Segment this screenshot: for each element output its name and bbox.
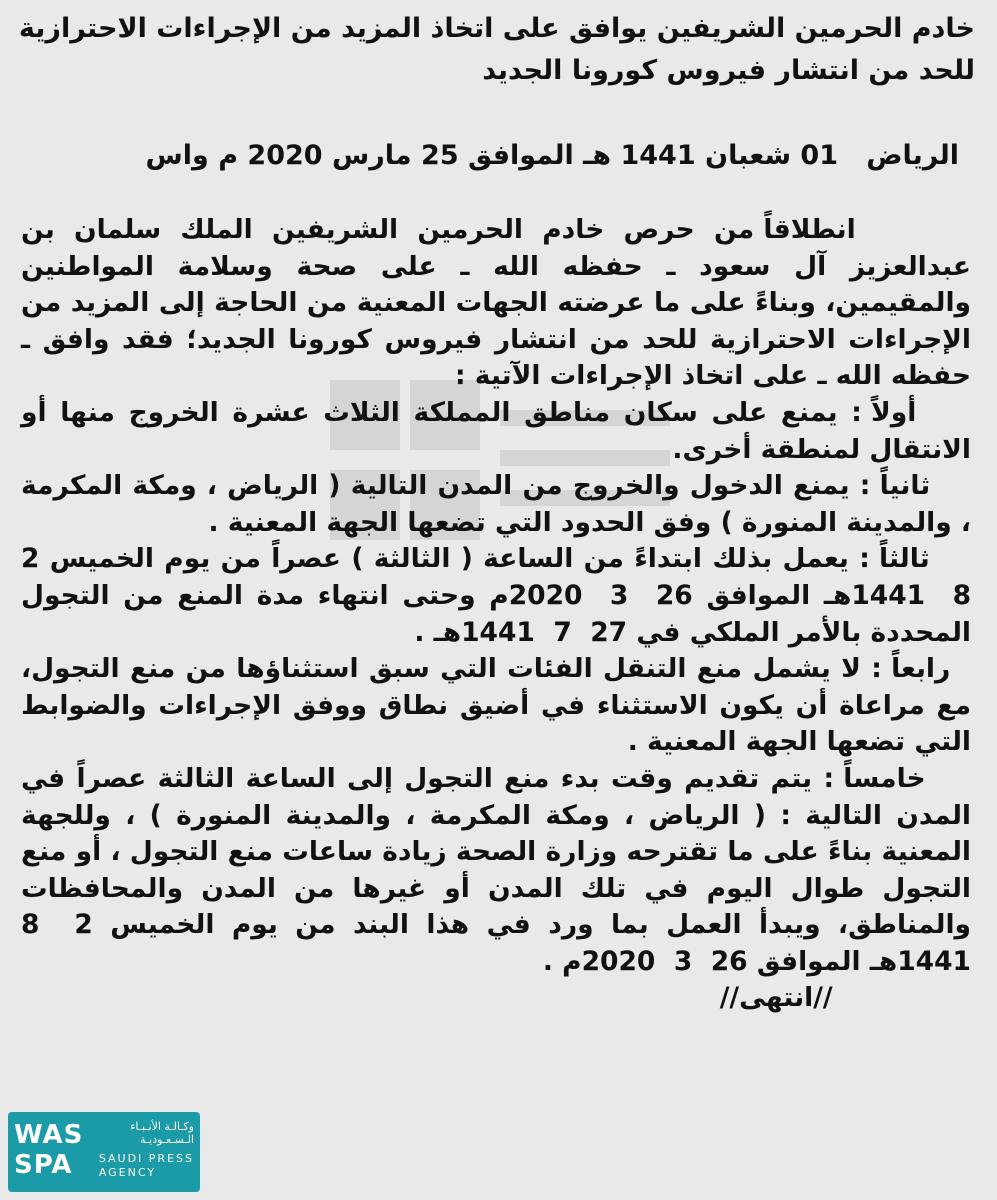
item-third: ثالثاً : يعمل بذلك ابتداءً من الساعة ( الثالثة ) عصراً من يوم الخميس 2 8 1441هـ الموافق 26 3 2020م وحتى انتهاء مدة المنع من التجول المحددة بالأمر الملكي في 27 7 1441هـ . <box>2 543 972 648</box>
item-fourth: رابعاً : لا يشمل منع التنقل الفئات التي سبق استثناؤها من منع التجول، مع مراعاة أن يكون الاستثناء في أضيق نطاق ووفق الإجراءات والضوابط التي تضعها الجهة المعنية . <box>11 653 972 758</box>
spa-logo-mark: WAS SPA <box>14 1120 84 1180</box>
item-second: ثانياً : يمنع الدخول والخروج من المدن التالية ( الرياض ، ومكة المكرمة ، والمدينة المنورة ) وفق الحدود التي تضعها الجهة المعنية . <box>11 470 971 538</box>
end-marker: //انتهى// <box>719 982 971 1014</box>
item-fifth: خامساً : يتم تقديم وقت بدء منع التجول إلى الساعة الثالثة عصراً في المدن التالية : ( الرياض ، ومكة المكرمة ، والمدينة المنورة ) ، وللجهة المعنية بناءً على ما تقترحه وزارة الصحة زيادة ساعات منع التجول ، أو منع التجول طوال اليوم في تلك المدن أو غيرها من المدن والمحافظات والمناطق، ويبدأ العمل بما ورد في هذا البند من يوم الخميس 2 8 1441هـ الموافق 26 3 2020م . <box>2 762 971 977</box>
intro-paragraph: انطلاقاً من حرص خادم الحرمين الشريفين الملك سلمان بن عبدالعزيز آل سعود ـ حفظه الله ـ على صحة وسلامة المواطنين والمقيمين، وبناءً على ما عرضته الجهات المعنية من الحاجة إلى المزيد من الإجراءات الاحترازية للحد من انتشار فيروس كورونا الجديد؛ فقد وافق ـ حفظه الله ـ على اتخاذ الإجراءات الآتية : <box>11 214 971 392</box>
spa-logo <box>8 1112 200 1192</box>
spa-logo-english-name: SAUDI PRESS AGENCY <box>98 1152 194 1179</box>
item-first: أولاً : يمنع على سكان مناطق المملكة الثلاث عشرة الخروج منها أو الانتقال لمنطقة أخرى. <box>11 396 972 465</box>
spa-logo-arabic-name: وكـالـة الأنـبـاء الـسـعـوديـة <box>130 1120 194 1146</box>
article-body <box>2 212 972 1017</box>
dateline: الرياض 01 شعبان 1441 هـ الموافق 25 مارس 2020 م واس <box>145 140 959 171</box>
headline: خادم الحرمين الشريفين يوافق على اتخاذ المزيد من الإجراءات الاحترازية للحد من انتشار فيروس كورونا الجديد <box>18 13 975 86</box>
